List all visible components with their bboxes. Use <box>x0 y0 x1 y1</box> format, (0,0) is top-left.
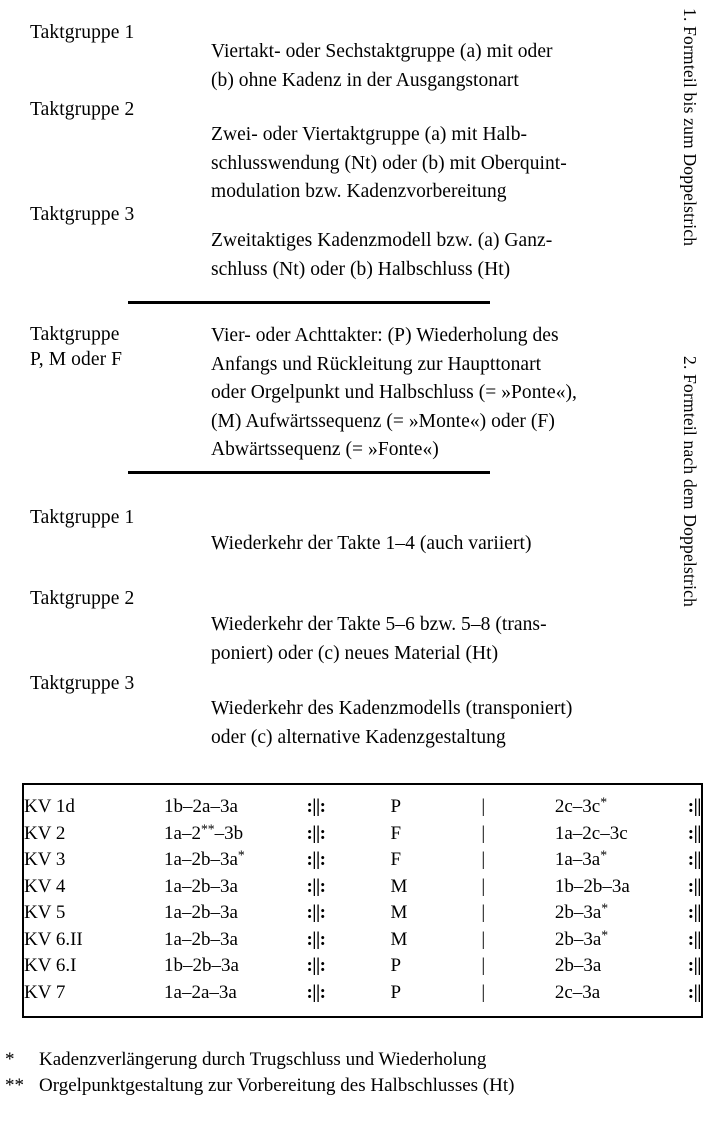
side-caption-first-part: 1. Formteil bis zum Doppelstrich <box>680 8 700 247</box>
repeat-sign-close: :|| <box>687 875 701 897</box>
sequence-part1: 1b–2b–3a <box>164 955 239 976</box>
repeat-sign-open: :||: <box>306 849 326 870</box>
bar-divider: | <box>481 981 486 1003</box>
repeat-sign-open: :||: <box>306 928 326 950</box>
footnote-0 <box>5 1047 486 1073</box>
sequence-part1: 1a–2**–3b <box>164 820 244 844</box>
kv-table <box>24 794 701 1006</box>
group-description-s1-r1: Zwei- oder Viertaktgruppe (a) mit Halb- schlusswendung (Nt) oder (b) mit Oberquint- modulation bzw. Kadenzvorbereitung <box>211 124 567 202</box>
group-description-s3-r1: Wiederkehr der Takte 5–6 bzw. 5–8 (trans- poniert) oder (c) neues Material (Ht) <box>211 614 547 664</box>
table-row <box>24 794 701 821</box>
kv-id: KV 2 <box>24 822 66 844</box>
bar-divider: | <box>481 849 486 870</box>
repeat-sign-open: :||: <box>306 796 326 817</box>
section-divider-1 <box>128 301 490 304</box>
kv-id: KV 7 <box>24 981 66 1003</box>
repeat-sign-open: :||: <box>306 955 326 976</box>
footnote-marker-0: * <box>5 1049 15 1070</box>
form-letter: M <box>390 902 408 923</box>
side-caption-second-part: 2. Formteil nach dem Doppelstrich <box>680 356 700 608</box>
sequence-part2: 2b–3a <box>554 955 602 976</box>
repeat-sign-close: :|| <box>687 955 701 976</box>
repeat-sign-close: :|| <box>687 981 701 1003</box>
form-letter: P <box>390 981 402 1003</box>
sequence-part2: 1a–2c–3c <box>554 822 628 844</box>
group-label-s3-r2: Taktgruppe 3 <box>30 673 135 694</box>
sequence-part1: 1a–2b–3a* <box>164 847 245 870</box>
repeat-sign-close: :|| <box>687 928 701 950</box>
group-description-s1-r0: Viertakt- oder Sechstaktgruppe (a) mit oder (b) ohne Kadenz in der Ausgangstonart <box>211 41 553 91</box>
form-letter: M <box>390 928 408 950</box>
bar-divider: | <box>481 822 486 844</box>
table-row <box>24 953 701 980</box>
table-row <box>24 847 701 874</box>
footnote-text-0: Kadenzverlängerung durch Trugschluss und Wiederholung <box>39 1049 487 1070</box>
form-letter: P <box>390 796 402 817</box>
repeat-sign-open: :||: <box>306 822 326 844</box>
form-letter: M <box>390 875 408 897</box>
repeat-sign-open: :||: <box>306 875 326 897</box>
table-row <box>24 821 701 848</box>
bar-divider: | <box>481 875 486 897</box>
group-description-s3-r0: Wiederkehr der Takte 1–4 (auch variiert) <box>211 533 532 554</box>
footnote-1 <box>5 1073 514 1099</box>
repeat-sign-close: :|| <box>687 849 701 870</box>
sequence-part2: 2c–3a <box>554 981 601 1003</box>
sequence-part1: 1a–2a–3a <box>164 981 237 1003</box>
sequence-part1: 1a–2b–3a <box>164 902 238 923</box>
form-letter: F <box>390 822 402 844</box>
sequence-part1: 1a–2b–3a <box>164 875 238 897</box>
group-label-s1-r1: Taktgruppe 2 <box>30 99 135 120</box>
table-row <box>24 900 701 927</box>
bar-divider: | <box>481 902 486 923</box>
sequence-part2: 1b–2b–3a <box>554 875 630 897</box>
sequence-part2: 2b–3a* <box>554 900 609 923</box>
sequence-part1: 1a–2b–3a <box>164 928 238 950</box>
kv-id: KV 4 <box>24 875 66 897</box>
kv-id: KV 1d <box>24 796 75 817</box>
group-description-s2-r0: Vier- oder Achttakter: (P) Wiederholung des Anfangs und Rückleitung zur Haupttonart oder Orgelpunkt und Halbschluss (= »Ponte«), (M) Aufwärtssequenz (= »Monte«) oder (F) Abwärtssequenz (= »Fonte«) <box>211 325 577 460</box>
section-divider-2 <box>128 471 490 474</box>
sequence-part2: 2b–3a* <box>554 926 609 950</box>
kv-table-box <box>22 783 703 1018</box>
repeat-sign-close: :|| <box>687 822 701 844</box>
table-row <box>24 980 701 1007</box>
kv-id: KV 6.I <box>24 955 77 976</box>
group-label-s3-r0: Taktgruppe 1 <box>30 507 135 528</box>
repeat-sign-open: :||: <box>306 902 326 923</box>
kv-id: KV 3 <box>24 849 66 870</box>
group-label-s2-r0: Taktgruppe P, M oder F <box>30 324 123 370</box>
table-row <box>24 874 701 901</box>
group-label-s1-r0: Taktgruppe 1 <box>30 22 135 43</box>
group-description-s1-r2: Zweitaktiges Kadenzmodell bzw. (a) Ganz- schluss (Nt) oder (b) Halbschluss (Ht) <box>211 230 553 280</box>
sequence-part2: 2c–3c* <box>554 794 608 817</box>
kv-id: KV 5 <box>24 902 66 923</box>
footnote-marker-1: ** <box>5 1075 24 1096</box>
sequence-part2: 1a–3a* <box>554 847 608 870</box>
form-letter: P <box>390 955 402 976</box>
repeat-sign-close: :|| <box>687 902 701 923</box>
group-label-s3-r1: Taktgruppe 2 <box>30 588 135 609</box>
bar-divider: | <box>481 955 486 976</box>
table-row <box>24 927 701 954</box>
group-description-s3-r2: Wiederkehr des Kadenzmodells (transponiert) oder (c) alternative Kadenzgestaltung <box>211 698 573 748</box>
sequence-part1: 1b–2a–3a <box>164 796 238 817</box>
footnote-text-1: Orgelpunktgestaltung zur Vorbereitung des Halbschlusses (Ht) <box>39 1075 515 1096</box>
bar-divider: | <box>481 928 486 950</box>
repeat-sign-open: :||: <box>306 981 326 1003</box>
form-letter: F <box>390 849 402 870</box>
group-label-s1-r2: Taktgruppe 3 <box>30 204 135 225</box>
repeat-sign-close: :|| <box>687 796 701 817</box>
kv-id: KV 6.II <box>24 928 83 950</box>
bar-divider: | <box>481 796 486 817</box>
